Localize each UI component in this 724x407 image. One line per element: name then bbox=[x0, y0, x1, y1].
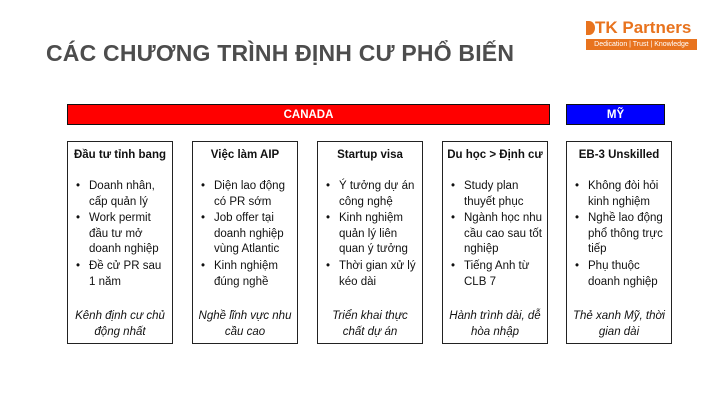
program-card-eb3 bbox=[566, 141, 672, 344]
bullet-item: • Study plan thuyết phục bbox=[464, 179, 543, 210]
card-footer: Hành trình dài, dễ hòa nhập bbox=[449, 310, 541, 338]
card-footer: Nghề lĩnh vực nhu cầu cao bbox=[198, 310, 292, 338]
logo-d-icon bbox=[586, 21, 595, 35]
bullet-item: • Work permit đầu tư mở doanh nghiệp bbox=[89, 211, 168, 258]
card-title: Đầu tư tỉnh bang bbox=[73, 149, 166, 161]
card-bullets bbox=[443, 179, 547, 290]
bullet-item: • Job offer tại doanh nghiệp vùng Atlantic bbox=[214, 211, 293, 258]
program-card-startup-visa bbox=[317, 141, 423, 344]
bullet-item: • Ý tưởng dự án công nghệ bbox=[339, 179, 418, 210]
bullet-item: • Tiếng Anh từ CLB 7 bbox=[464, 259, 543, 290]
card-title: EB-3 Unskilled bbox=[578, 149, 660, 161]
canada-banner: CANADA bbox=[67, 104, 550, 125]
company-logo bbox=[586, 19, 698, 51]
bullet-item: • Phụ thuộc doanh nghiệp bbox=[588, 259, 667, 290]
bullet-item: • Không đòi hỏi kinh nghiệm bbox=[588, 179, 667, 210]
card-bullets bbox=[318, 179, 422, 290]
program-card-study bbox=[442, 141, 548, 344]
card-footer: Triển khai thực chất dự án bbox=[332, 310, 408, 338]
card-title: Việc làm AIP bbox=[210, 149, 280, 161]
bullet-item: • Ngành học nhu cầu cao sau tốt nghiệp bbox=[464, 211, 543, 258]
logo-tagline: Dedication | Trust | Knowledge bbox=[586, 39, 697, 50]
card-footer: Kênh định cư chủ động nhất bbox=[75, 310, 165, 338]
card-bullets bbox=[567, 179, 671, 290]
bullet-item: • Diện lao động có PR sớm bbox=[214, 179, 293, 210]
page-title: CÁC CHƯƠNG TRÌNH ĐỊNH CƯ PHỔ BIẾN bbox=[46, 40, 515, 66]
logo-name: TK Partners bbox=[595, 18, 692, 37]
bullet-item: • Kinh nghiệm đúng nghề bbox=[214, 259, 293, 290]
card-footer: Thẻ xanh Mỹ, thời gian dài bbox=[573, 310, 665, 338]
bullet-item: • Nghề lao động phổ thông trực tiếp bbox=[588, 211, 667, 258]
card-title: Du học > Định cư bbox=[447, 149, 543, 161]
bullet-item: • Doanh nhân, cấp quản lý bbox=[89, 179, 168, 210]
usa-banner: MỸ bbox=[566, 104, 665, 125]
bullet-item: • Kinh nghiệm quản lý liên quan ý tưởng bbox=[339, 211, 418, 258]
card-bullets bbox=[68, 179, 172, 290]
card-bullets bbox=[193, 179, 297, 290]
card-title: Startup visa bbox=[337, 149, 403, 161]
program-card-aip bbox=[192, 141, 298, 344]
bullet-item: • Đề cử PR sau 1 năm bbox=[89, 259, 168, 290]
program-card-provincial-investment bbox=[67, 141, 173, 344]
bullet-item: • Thời gian xử lý kéo dài bbox=[339, 259, 418, 290]
